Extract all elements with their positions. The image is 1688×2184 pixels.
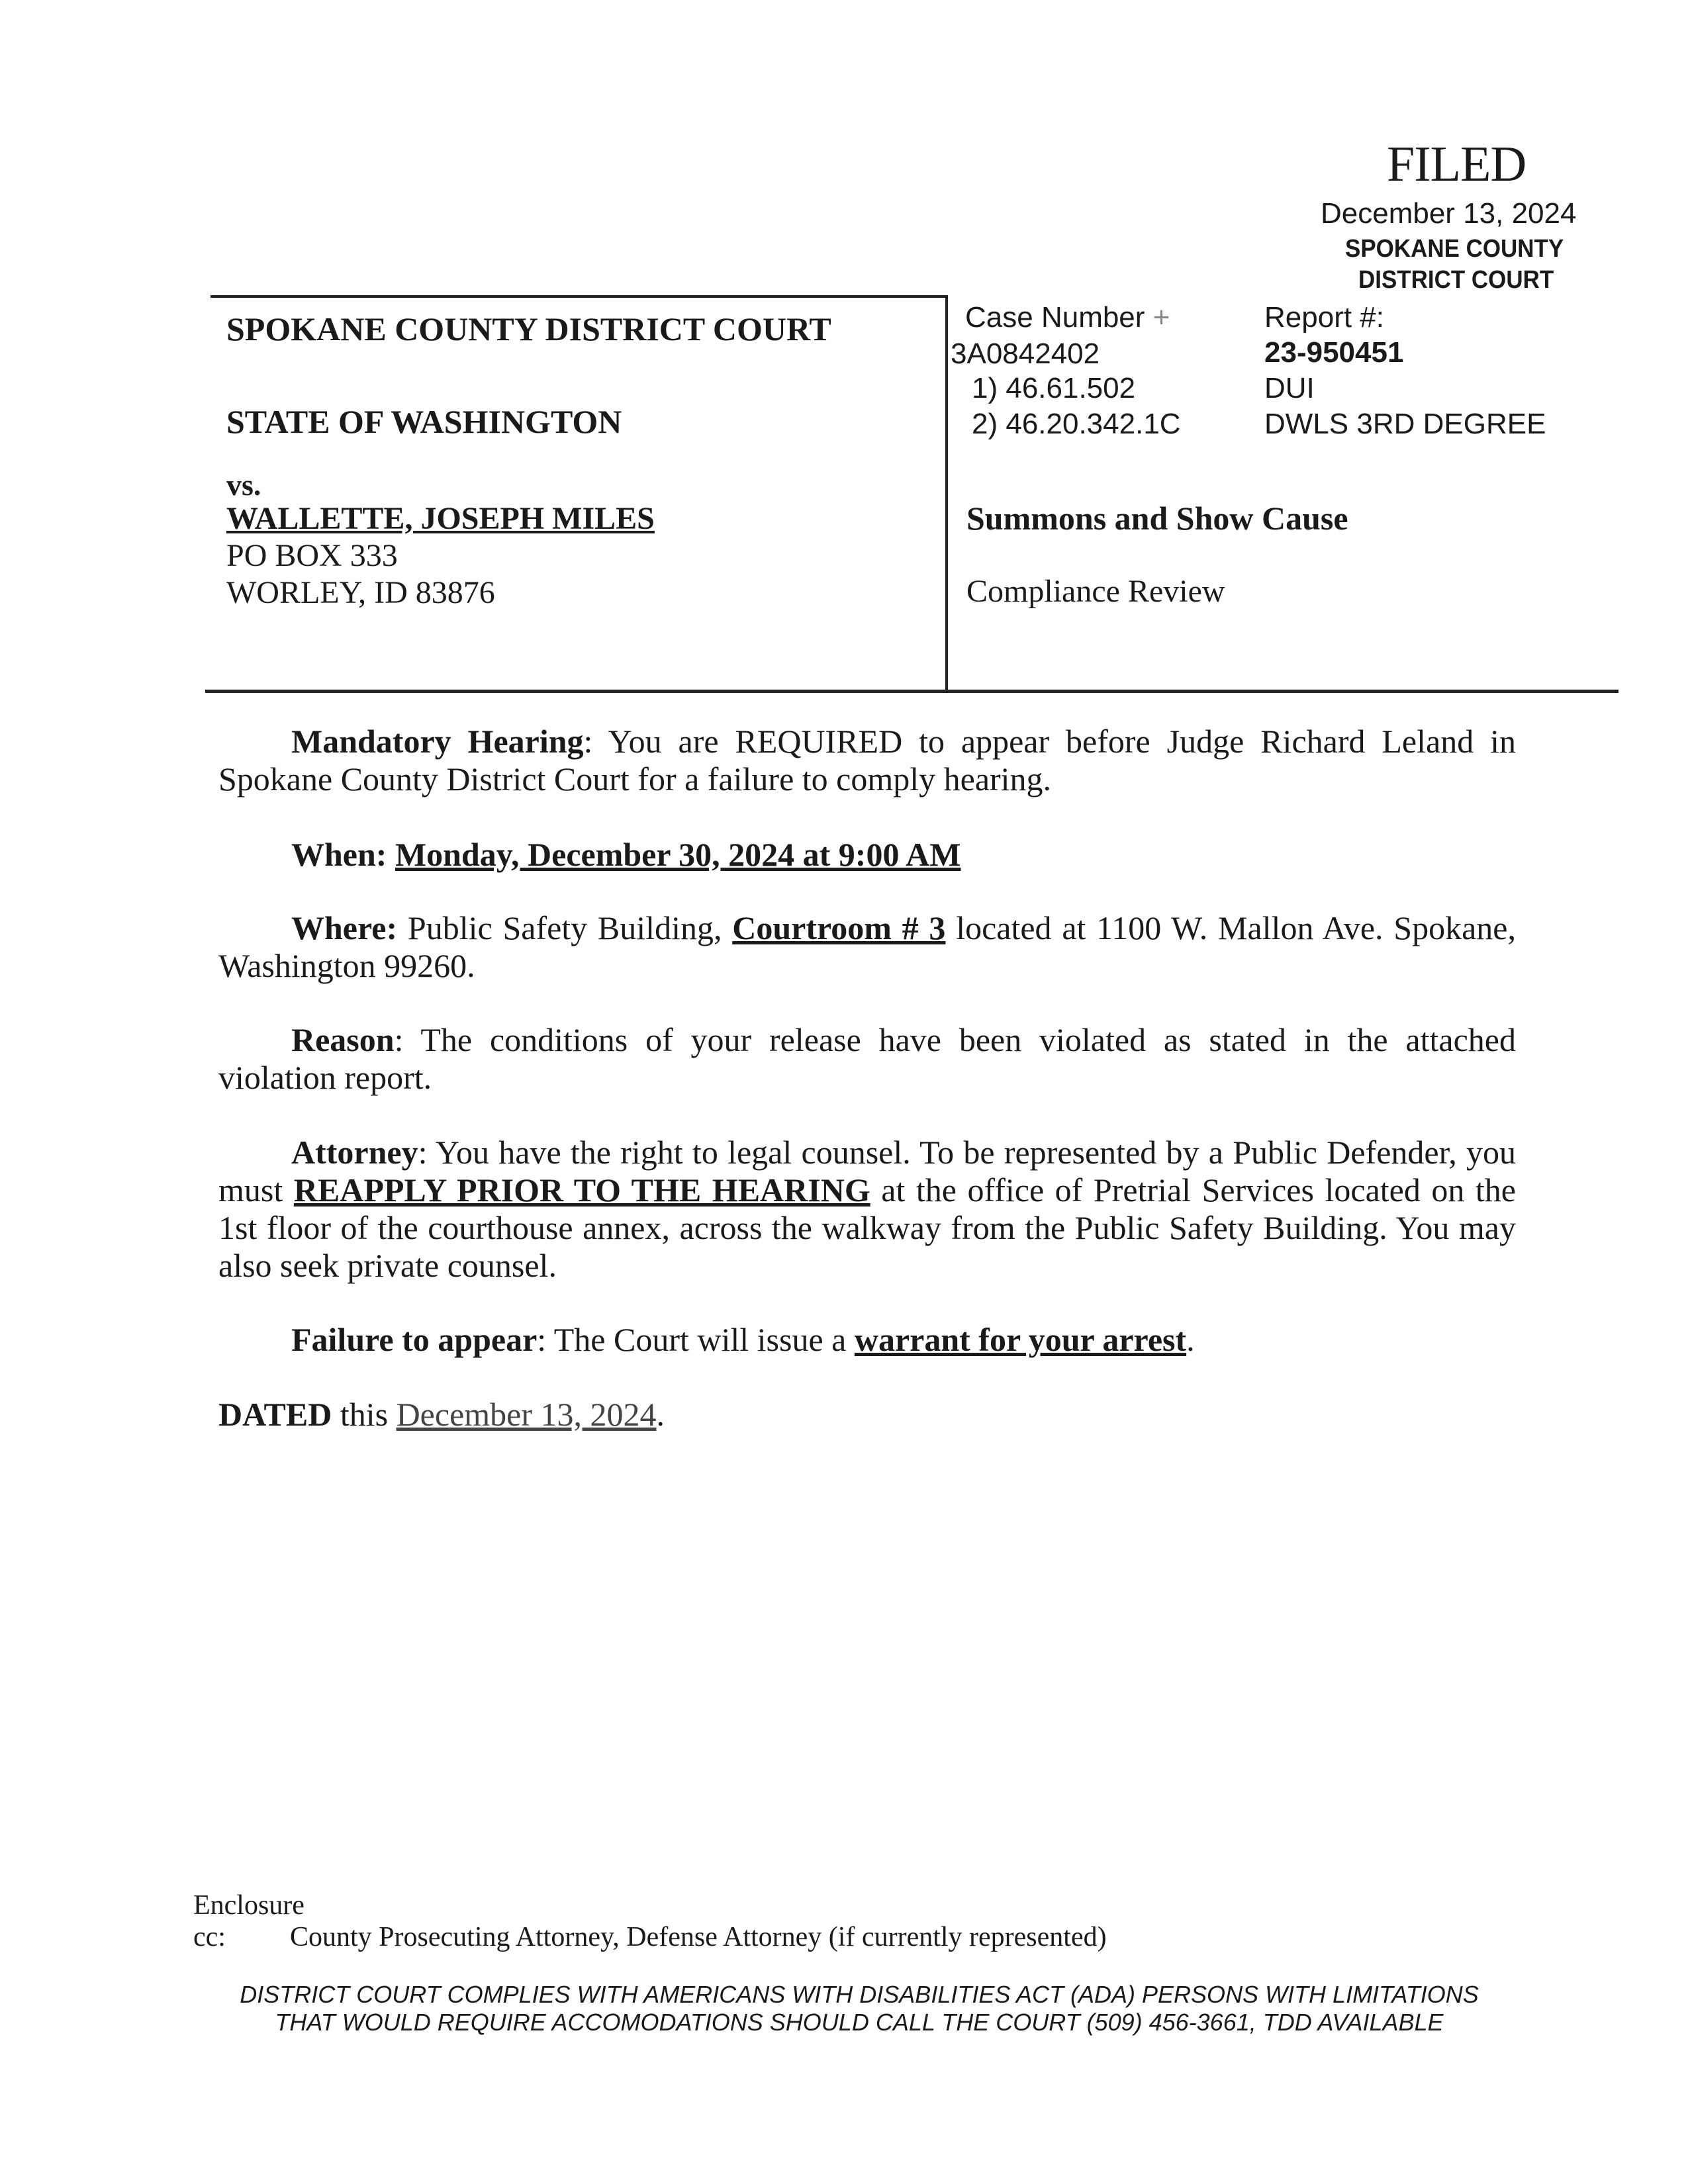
attorney-label: Attorney bbox=[291, 1134, 418, 1171]
dated-value: December 13, 2024 bbox=[396, 1396, 657, 1433]
attorney-paragraph bbox=[218, 1134, 1516, 1285]
offense-2: DWLS 3RD DEGREE bbox=[1264, 408, 1546, 440]
case-number-label bbox=[965, 301, 1170, 334]
filed-stamp-court: DISTRICT COURT bbox=[1358, 266, 1554, 294]
mandatory-hearing-paragraph bbox=[218, 723, 1516, 798]
failure-text: : The Court will issue a bbox=[537, 1321, 855, 1358]
offense-1: DUI bbox=[1264, 372, 1315, 404]
case-number-plus: + bbox=[1152, 301, 1170, 334]
case-number-label-text: Case Number bbox=[965, 301, 1145, 334]
attorney-text-1: : You have the right to legal counsel. To be represented by a Public Defender, you must bbox=[218, 1134, 1516, 1208]
header-bottom-rule bbox=[205, 690, 1618, 693]
attorney-emphasis: REAPPLY PRIOR TO THE HEARING bbox=[293, 1171, 870, 1208]
where-text-1: Public Safety Building, bbox=[397, 909, 733, 946]
dated-line bbox=[218, 1395, 665, 1433]
enclosure-label: Enclosure bbox=[193, 1890, 305, 1921]
dated-text: this bbox=[332, 1396, 397, 1433]
when-value: Monday, December 30, 2024 at 9:00 AM bbox=[395, 836, 961, 873]
document-subtitle: Compliance Review bbox=[966, 574, 1225, 609]
state-name: STATE OF WASHINGTON bbox=[226, 403, 622, 440]
mandatory-hearing-label: Mandatory Hearing bbox=[291, 723, 584, 760]
reason-text: : The conditions of your release have been violated as stated in the attached violation report. bbox=[218, 1021, 1516, 1096]
reason-paragraph bbox=[218, 1021, 1516, 1097]
failure-emphasis: warrant for your arrest bbox=[854, 1321, 1187, 1358]
where-label: Where: bbox=[291, 909, 398, 946]
court-name: SPOKANE COUNTY DISTRICT COURT bbox=[226, 310, 831, 347]
mandatory-hearing-text: : You are REQUIRED to appear before Judge Richard Leland in Spokane County District Court for a failure to comply hearing. bbox=[218, 723, 1516, 797]
header-divider-rule bbox=[945, 295, 948, 692]
where-paragraph bbox=[218, 909, 1516, 985]
filed-stamp-title: FILED bbox=[1387, 136, 1526, 192]
versus-label: vs. bbox=[226, 468, 261, 502]
defendant-name: WALLETTE, JOSEPH MILES bbox=[226, 501, 655, 536]
where-text-2: located at 1100 W. Mallon Ave. Spokane, Washington 99260. bbox=[218, 909, 1516, 984]
when-line bbox=[291, 835, 961, 874]
cc-recipients: County Prosecuting Attorney, Defense Attorney (if currently represented) bbox=[290, 1922, 1107, 1952]
ada-notice-line2: THAT WOULD REQUIRE ACCOMODATIONS SHOULD CALL THE COURT (509) 456-3661, TDD AVAILABLE bbox=[275, 2009, 1444, 2036]
charge-2: 2) 46.20.342.1C bbox=[972, 408, 1181, 440]
reason-label: Reason bbox=[291, 1021, 395, 1058]
failure-to-appear-line bbox=[291, 1320, 1195, 1359]
filed-stamp-county: SPOKANE COUNTY bbox=[1345, 235, 1564, 263]
failure-end: . bbox=[1186, 1321, 1195, 1358]
defendant-address-line1: PO BOX 333 bbox=[226, 538, 398, 573]
report-number-label: Report #: bbox=[1264, 301, 1384, 334]
ada-notice-line1: DISTRICT COURT COMPLIES WITH AMERICANS WITH DISABILITIES ACT (ADA) PERSONS WITH LIMITATIONS bbox=[240, 1981, 1479, 2008]
dated-end: . bbox=[656, 1396, 665, 1433]
case-number: 3A0842402 bbox=[951, 338, 1100, 370]
attorney-text-2: at the office of Pretrial Services located on the 1st floor of the courthouse annex, across the walkway from the Public Safety Building. You may also seek private counsel. bbox=[218, 1171, 1516, 1284]
charge-1: 1) 46.61.502 bbox=[972, 372, 1136, 404]
filed-stamp-date: December 13, 2024 bbox=[1321, 197, 1577, 230]
cc-label: cc: bbox=[193, 1922, 226, 1952]
when-label: When: bbox=[291, 836, 387, 873]
document-title: Summons and Show Cause bbox=[966, 500, 1348, 537]
header-top-rule bbox=[211, 295, 945, 298]
dated-label: DATED bbox=[218, 1396, 332, 1433]
where-courtroom: Courtroom # 3 bbox=[732, 909, 946, 946]
failure-label: Failure to appear bbox=[291, 1321, 538, 1358]
report-number: 23-950451 bbox=[1264, 336, 1404, 369]
defendant-address-line2: WORLEY, ID 83876 bbox=[226, 575, 495, 610]
